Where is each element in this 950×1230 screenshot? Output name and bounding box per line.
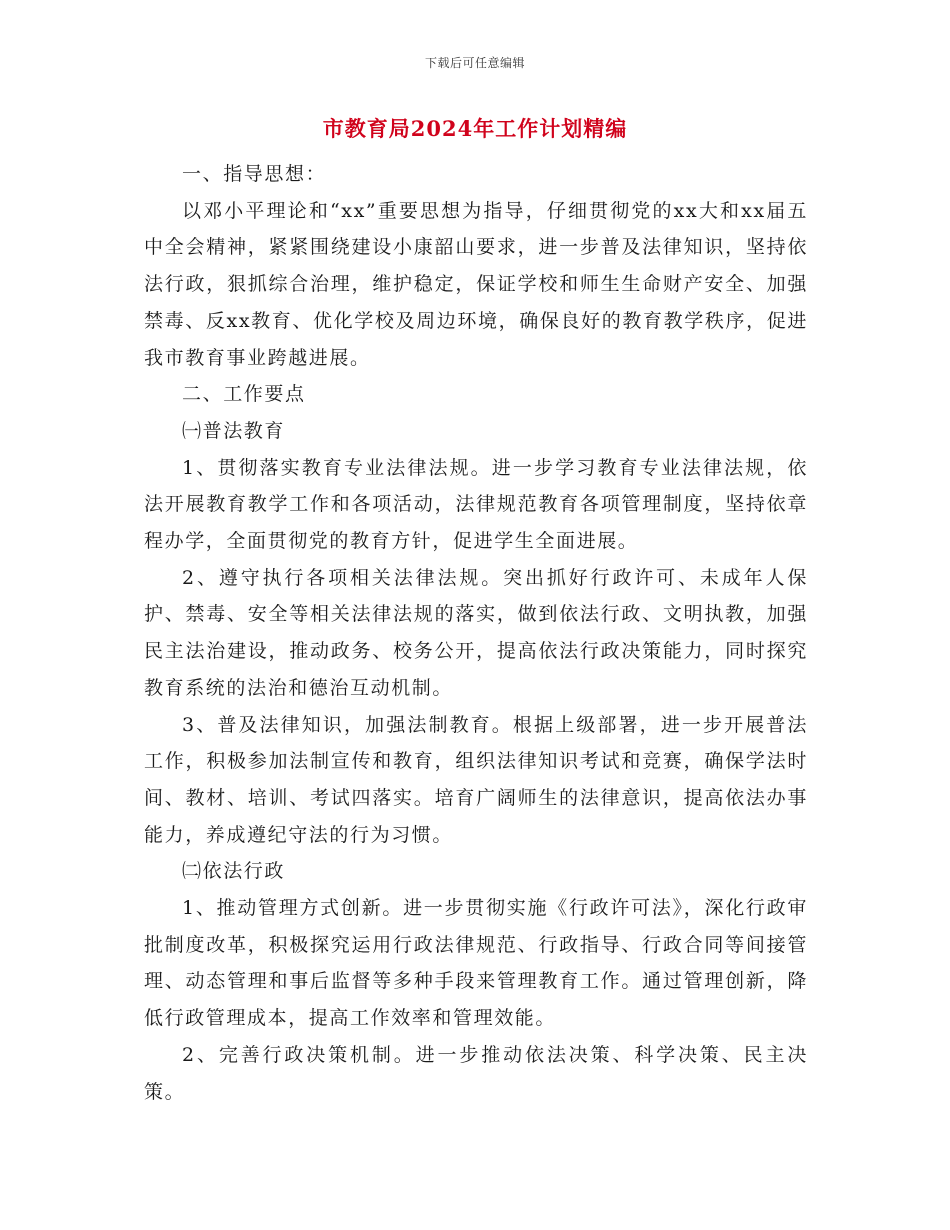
header-note: 下载后可任意编辑	[424, 56, 525, 70]
document-body	[144, 156, 808, 1110]
paragraph-legal-education-3: 3、普及法律知识，加强法制教育。根据上级部署，进一步开展普法工作，积极参加法制宣传和教育，组织法律知识考试和竞赛，确保学法时间、教材、培训、考试四落实。培育广阔师生的法律意识，提高依法办事能力，养成遵纪守法的行为习惯。	[144, 713, 808, 846]
paragraph-guiding-ideology: 以邓小平理论和“xx”重要思想为指导，仔细贯彻党的xx大和xx届五中全会精神，紧紧围绕建设小康韶山要求，进一步普及法律知识，坚持依法行政，狠抓综合治理，维护稳定，保证学校和师生生命财产安全、加强禁毒、反xx教育、优化学校及周边环境，确保良好的教育教学秩序，促进我市教育事业跨越进展。	[144, 199, 808, 369]
paragraph-lawful-administration-2: 2、完善行政决策机制。进一步推动依法决策、科学决策、民主决策。	[144, 1043, 808, 1103]
paragraph-legal-education-1: 1、贯彻落实教育专业法律法规。进一步学习教育专业法律法规，依法开展教育教学工作和各项活动，法律规范教育各项管理制度，坚持依章程办学，全面贯彻党的教育方针，促进学生全面进展。	[144, 456, 808, 553]
paragraph-legal-education-2: 2、遵守执行各项相关法律法规。突出抓好行政许可、未成年人保护、禁毒、安全等相关法律法规的落实，做到依法行政、文明执教，加强民主法治建设，推动政务、校务公开，提高依法行政决策能力，同时探究教育系统的法治和德治互动机制。	[144, 566, 808, 699]
subsection-heading-legal-education: ㈠普法教育	[182, 419, 286, 442]
document-title: 市教育局2024年工作计划精编	[322, 116, 628, 141]
section-heading-work-points: 二、工作要点	[182, 383, 306, 406]
paragraph-lawful-administration-1: 1、推动管理方式创新。进一步贯彻实施《行政许可法》，深化行政审批制度改革，积极探究运用行政法律规范、行政指导、行政合同等间接管理、动态管理和事后监督等多种手段来管理教育工作。通过管理创新，降低行政管理成本，提高工作效率和管理效能。	[144, 897, 808, 1030]
section-heading-guiding-ideology: 一、指导思想：	[182, 163, 327, 185]
subsection-heading-lawful-administration: ㈡依法行政	[182, 860, 286, 883]
